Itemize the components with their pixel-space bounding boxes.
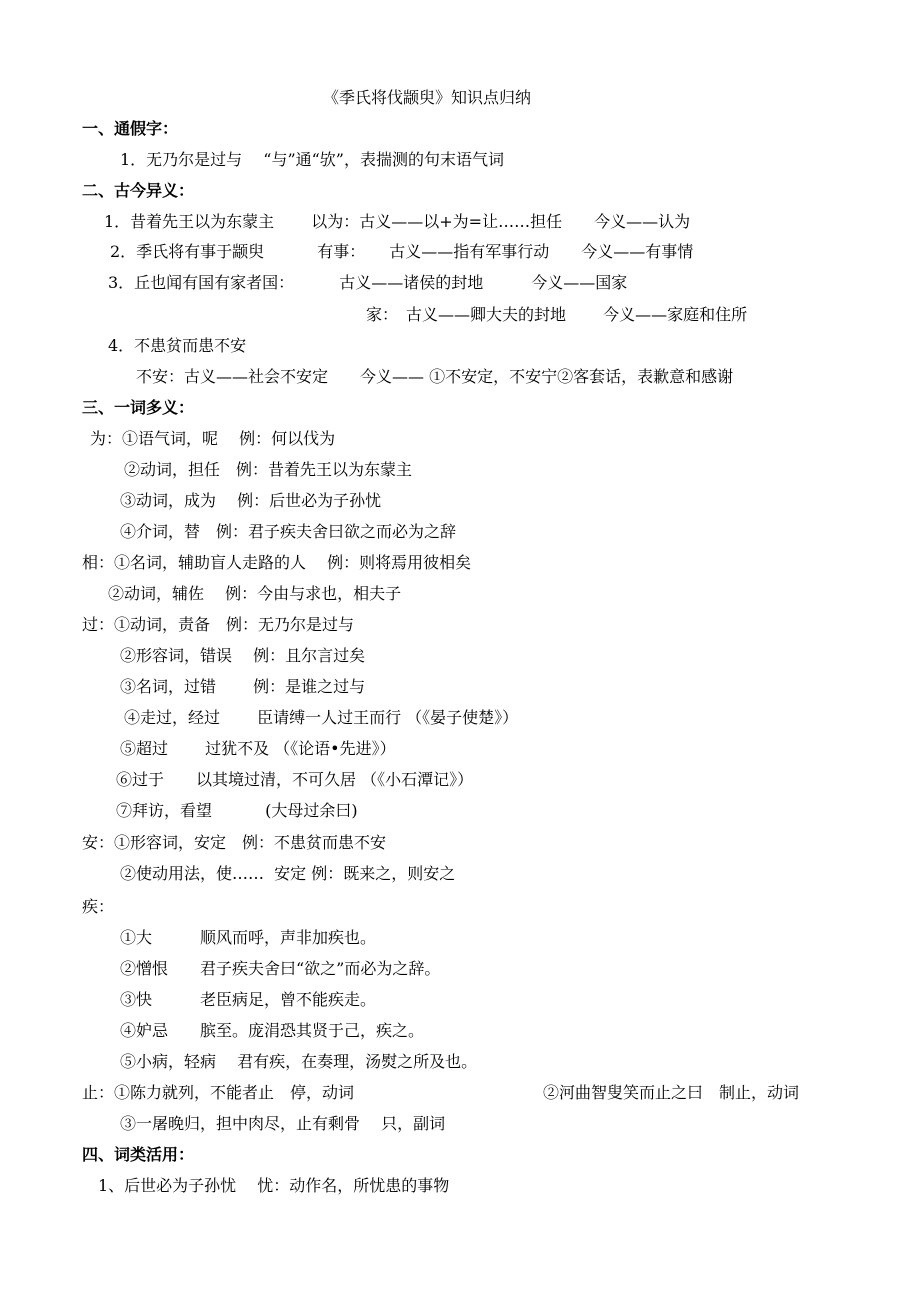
- text-line: ③快 老臣病足，曾不能疾走。: [120, 990, 377, 1009]
- text-line: ③一屠晚归，担中肉尽，止有剩骨 只，副词: [120, 1114, 446, 1133]
- text-line: 不安：古义——社会不安定 今义—— ①不安定，不安宁②客套话，表歉意和感谢: [136, 367, 734, 386]
- text-line: ③名词，过错 例：是谁之过与: [120, 677, 366, 696]
- section-heading-cileihuoyong: 四、词类活用：: [82, 1145, 195, 1164]
- text-line: ①大 顺风而呼，声非加疾也。: [120, 928, 377, 947]
- text-line: ②动词，辅佐 例：今由与求也，相夫子: [108, 584, 402, 603]
- text-line: 疾：: [82, 897, 115, 916]
- section-heading-tongjiazi: 一、通假字：: [82, 119, 179, 138]
- text-line: ⑤小病，轻病 君有疾，在奏理，汤熨之所及也。: [120, 1052, 478, 1071]
- text-line: 2．季氏将有事于颛臾 有事： 古义——指有军事行动 今义——有事情: [110, 242, 694, 261]
- text-line: ②形容词，错误 例：且尔言过矣: [120, 646, 366, 665]
- text-line: 止：①陈力就列，不能者止 停，动词: [82, 1083, 355, 1102]
- text-line: 1．昔着先王以为东蒙主 以为：古义——以+为=让……担任 今义——认为: [104, 212, 691, 231]
- text-line: ②动词，担任 例：昔着先王以为东蒙主: [124, 460, 413, 479]
- section-heading-gujinyiyi: 二、古今异义：: [82, 181, 195, 200]
- text-line: ④妒忌 膑至。庞涓恐其贤于己，疾之。: [120, 1021, 425, 1040]
- text-line: ④走过，经过 臣请缚一人过王而行 （《晏子使楚》）: [124, 708, 519, 727]
- text-line: ②河曲智叟笑而止之曰 制止，动词: [543, 1083, 800, 1102]
- text-line: 4．不患贫而患不安: [108, 336, 247, 355]
- text-line: ⑦拜访，看望 (大母过余曰): [116, 801, 358, 820]
- text-line: ⑥过于 以其境过清，不可久居 （《小石潭记》）: [116, 770, 474, 789]
- text-line: 3．丘也闻有国有家者国： 古义——诸侯的封地 今义——国家: [108, 273, 628, 292]
- section-heading-yiciduoyi: 三、一词多义：: [82, 398, 195, 417]
- text-line: ②使动用法，使…… 安定 例：既来之，则安之: [120, 864, 456, 883]
- text-line: 1．无乃尔是过与 “与”通“欤”，表揣测的句末语气词: [120, 150, 504, 169]
- text-line: ②憎恨 君子疾夫舍曰“欲之”而必为之辞。: [120, 959, 441, 978]
- text-line: 家： 古义——卿大夫的封地 今义——家庭和住所: [366, 305, 748, 324]
- text-line: ④介词，替 例：君子疾夫舍曰欲之而必为之辞: [120, 522, 457, 541]
- text-line: 1、后世必为子孙忧 忧：动作名，所忧患的事物: [98, 1176, 450, 1195]
- page-title: 《季氏将伐颛臾》知识点归纳: [323, 88, 532, 107]
- text-line: ③动词，成为 例：后世必为子孙忧: [120, 491, 382, 510]
- text-line: 相：①名词，辅助盲人走路的人 例：则将焉用彼相矣: [82, 553, 472, 572]
- text-line: 为：①语气词，呢 例：何以伐为: [90, 429, 336, 448]
- text-line: 安：①形容词，安定 例：不患贫而患不安: [82, 833, 387, 852]
- text-line: 过：①动词，责备 例：无乃尔是过与: [82, 615, 355, 634]
- text-line: ⑤超过 过犹不及 （《论语•先进》）: [120, 739, 396, 758]
